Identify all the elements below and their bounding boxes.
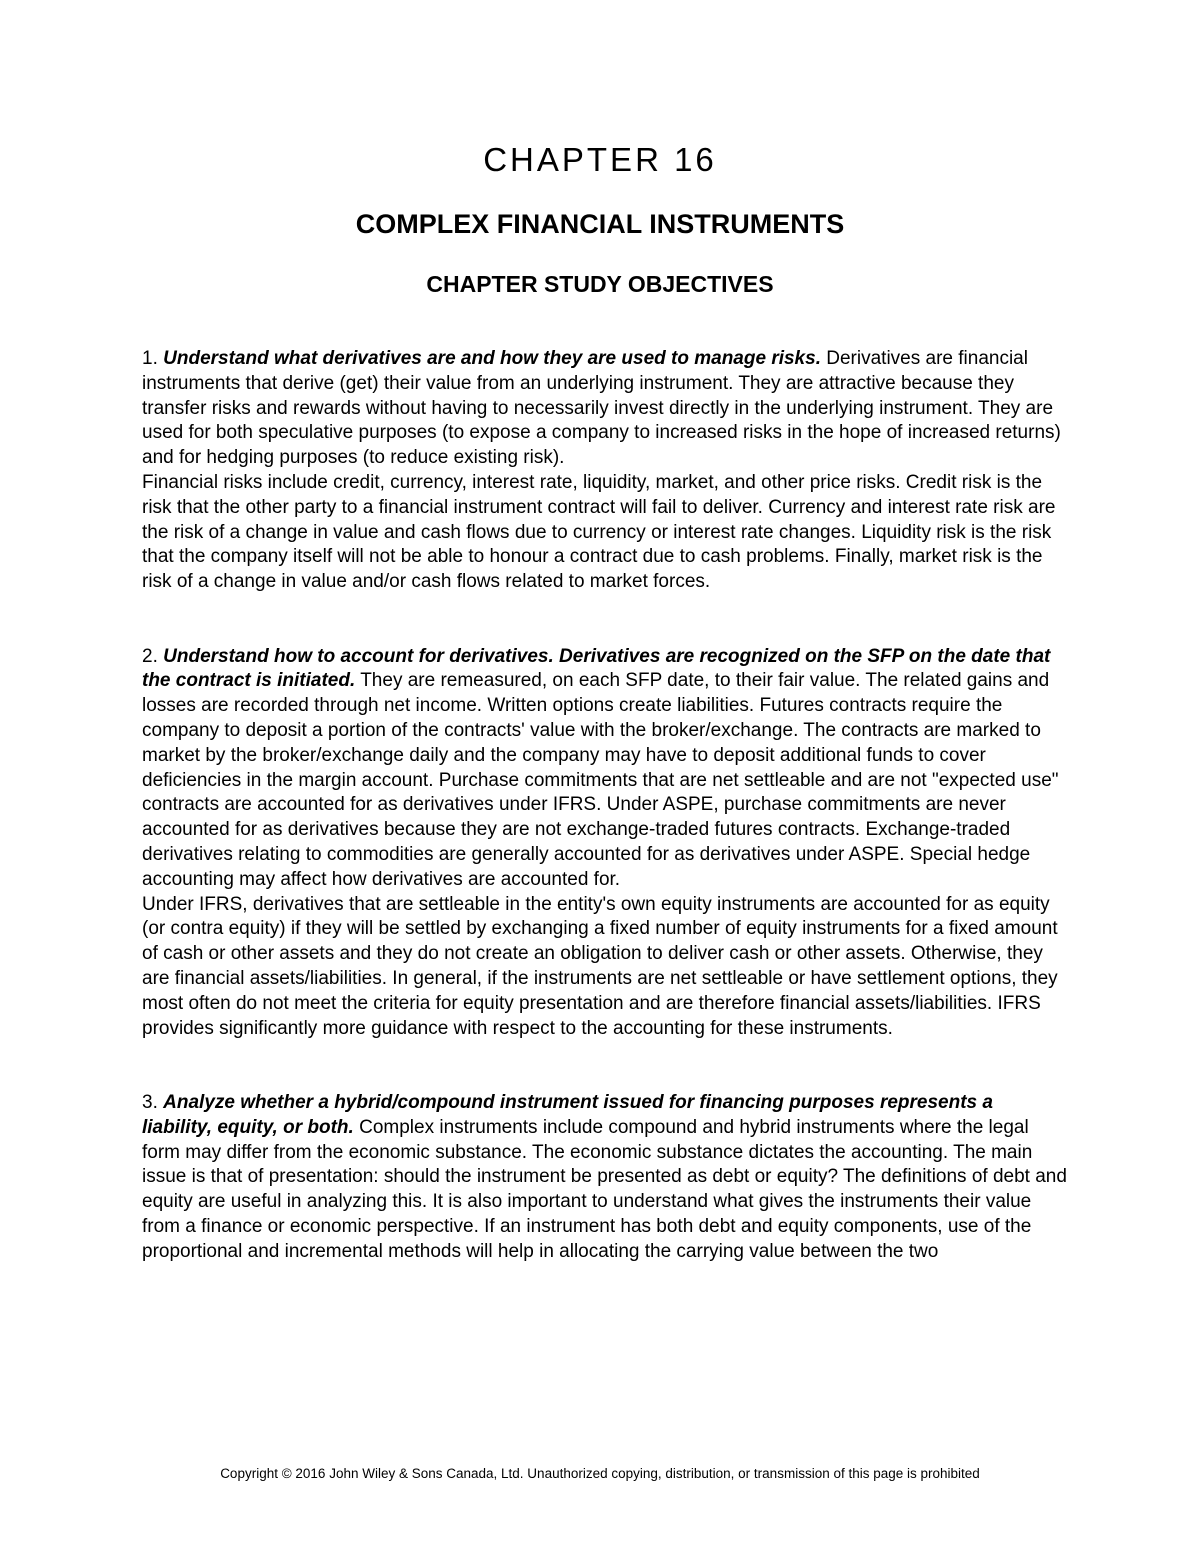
objective-text: They are remeasured, on each SFP date, to their fair value. The related gains and losses are recorded through net income. Written options create liabilities. Futures contracts require the company to deposit a portion of the contracts' value with the broker/exchange. The contracts are marked to market by the broker/exchange daily and the company may have to deposit additional funds to cover deficiencies in the margin account. Purchase commitments that are net settleable and are not "expected use" contracts are accounted for as derivatives under IFRS. Under ASPE, purchase commitments are never accounted for as derivatives because they are not exchange-traded futures contracts. Exchange-traded derivatives relating to commodities are generally accounted for as derivatives under ASPE. Special hedge accounting may affect how derivatives are accounted for.	[142, 670, 1059, 890]
objective-text: Derivatives are financial instruments that derive (get) their value from an underlying instrument. They are attractive because they transfer risks and rewards without having to necessarily invest directly in the underlying instrument. They are used for both speculative purposes (to expose a company to increased risks in the hope of increased returns) and for hedging purposes (to reduce existing risk).	[142, 348, 1061, 469]
objective-2-paragraph-2: Under IFRS, derivatives that are settleable in the entity's own equity instruments are accounted for as equity (or contra equity) if they will be settled by exchanging a fixed number of equity instruments for a fixed amount of cash or other assets and they do not create an obligation to deliver cash or other assets. Otherwise, they are financial assets/liabilities. In general, if the instruments are net settleable or have settlement options, they most often do not meet the criteria for equity presentation and are therefore financial assets/liabilities. IFRS provides significantly more guidance with respect to the accounting for these instruments.	[142, 893, 1058, 1039]
objective-text: Complex instruments include compound and hybrid instruments where the legal form may differ from the economic substance. The economic substance dictates the accounting. The main issue is that of presentation: should the instrument be presented as debt or equity? The definitions of debt and equity are useful in analyzing this. It is also important to understand what gives the instruments their value from a finance or economic perspective. If an instrument has both debt and equity components, use of the proportional and incremental methods will help in allocating the carrying value between the two	[142, 1116, 1067, 1262]
copyright-footer: Copyright © 2016 John Wiley & Sons Canada, Ltd. Unauthorized copying, distribution, or transmission of this page is prohibited	[220, 1466, 980, 1481]
objective-3-paragraph-1	[142, 1091, 1067, 1265]
objective-title: Understand how to account for derivatives. Derivatives are recognized on the SFP on the date that the contract is initiated.	[142, 645, 1051, 692]
objective-2-paragraph-1	[142, 645, 1067, 893]
objective-1-paragraph-2: Financial risks include credit, currency, interest rate, liquidity, market, and other price risks. Credit risk is the risk that the other party to a financial instrument contract will fail to deliver. Currency and interest rate risk are the risk of a change in value and cash flows due to currency or interest rate changes. Liquidity risk is the risk that the company itself will not be able to honour a contract due to cash problems. Finally, market risk is the risk of a change in value and/or cash flows related to market forces.	[142, 471, 1056, 593]
objective-number: 3.	[142, 1091, 158, 1113]
objective-1-paragraph-1	[142, 347, 1067, 471]
objective-number: 1.	[142, 348, 158, 369]
objective-3	[142, 1091, 1067, 1265]
chapter-number: CHAPTER 16	[483, 141, 717, 178]
objective-title: Understand what derivatives are and how they are used to manage risks.	[163, 348, 821, 369]
objective-title: Analyze whether a hybrid/compound instrument issued for financing purposes represents a liability, equity, or both.	[142, 1091, 993, 1138]
objective-1	[142, 347, 1067, 595]
chapter-title: COMPLEX FINANCIAL INSTRUMENTS	[355, 209, 845, 239]
objective-2	[142, 645, 1067, 1042]
section-heading: CHAPTER STUDY OBJECTIVES	[426, 271, 774, 297]
objectives-list	[142, 347, 1067, 1314]
objective-number: 2.	[142, 645, 158, 667]
